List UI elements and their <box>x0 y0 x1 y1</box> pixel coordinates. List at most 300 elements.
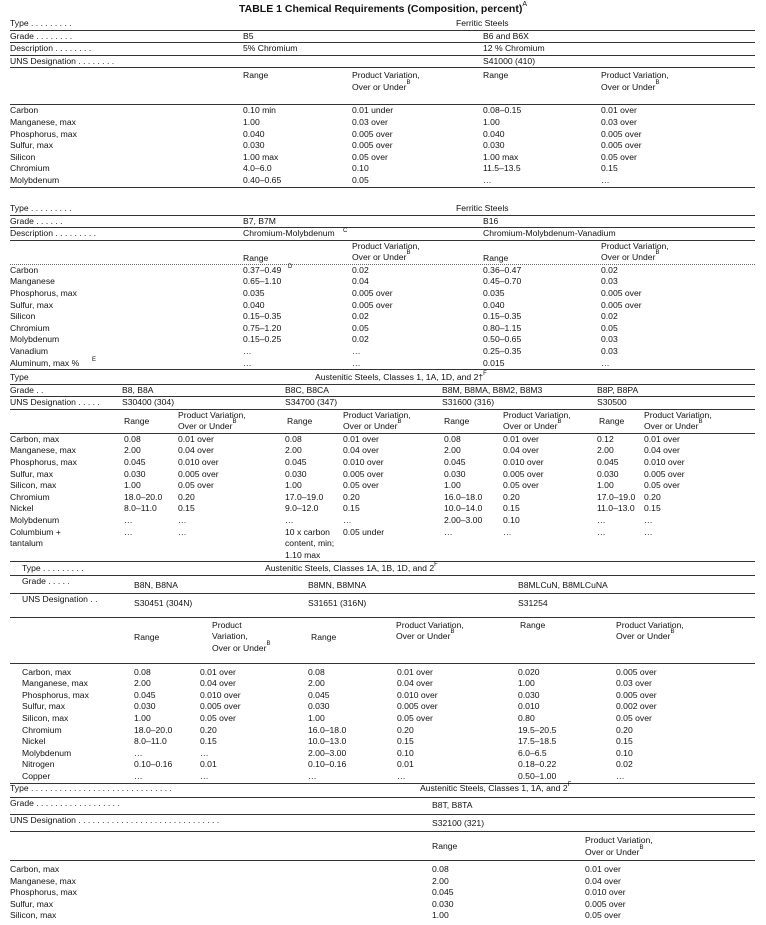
grade-label: Grade . . . . . . . . <box>10 30 73 41</box>
element-row <box>10 323 755 335</box>
uns-value: S30500 <box>597 397 627 408</box>
cell-value: 0.20 <box>343 491 360 502</box>
cell-value: 2.00–3.00 <box>308 747 347 758</box>
cell-value: 11.0–13.0 <box>597 503 635 514</box>
cell-value: 0.05 over <box>397 712 433 723</box>
element-row <box>10 334 755 346</box>
section-austenitic-b8t <box>10 783 755 922</box>
description-row <box>10 43 755 56</box>
grade-value: B8MN, B8MNA <box>308 579 367 590</box>
type-label: Type <box>10 372 29 382</box>
element-name: Chromium <box>10 163 50 174</box>
section-ferritic-b5-b6 <box>10 18 755 188</box>
cell-value: 0.36–0.47 <box>483 264 522 275</box>
cell-value: content, min; <box>285 538 335 549</box>
uns-value: S32100 (321) <box>432 818 485 828</box>
cell-value: 0.01 over <box>585 864 621 874</box>
description-value: Chromium-Molybdenum-Vanadium <box>483 228 616 239</box>
footnote-mark: B <box>406 79 411 86</box>
cell-value: … <box>178 526 187 537</box>
element-row <box>10 480 755 492</box>
product-variation-header <box>601 70 669 93</box>
element-name: Carbon, max <box>10 433 60 444</box>
element-row <box>10 678 755 690</box>
element-name: Chromium <box>10 322 50 333</box>
cell-value: 0.50–0.65 <box>483 334 522 345</box>
cell-value: 0.04 over <box>644 445 680 456</box>
cell-value: … <box>503 526 512 537</box>
cell-value: 0.005 over <box>601 140 642 151</box>
cell-value: 0.05 under <box>343 526 385 537</box>
cell-value: 1.00 <box>243 116 260 127</box>
leader-dots: . . . . . . . . <box>33 30 73 41</box>
product-variation-header <box>644 410 712 433</box>
header-line <box>212 631 270 643</box>
cell-value: 2.00 <box>124 445 141 456</box>
section-austenitic-b8n <box>10 563 755 784</box>
element-row <box>10 713 755 725</box>
header-line <box>585 844 653 859</box>
uns-row <box>10 815 755 832</box>
cell-value: 16.0–18.0 <box>444 491 483 502</box>
cell-value: 1.00 max <box>483 151 519 162</box>
element-row <box>10 445 755 457</box>
cell-value: 10 x carbon <box>285 526 330 537</box>
footnote-mark: B <box>450 629 455 636</box>
element-name: Silicon <box>10 151 36 162</box>
leader-dots: . . . . . . . . . . . . . . . . . . <box>33 798 120 808</box>
cell-value: 1.10 max <box>285 549 321 560</box>
cell-value: … <box>124 526 133 537</box>
element-name: Sulfur, max <box>10 140 53 151</box>
cell-value: 0.030 <box>444 468 466 479</box>
grade-value: B8C, B8CA <box>285 384 329 395</box>
cell-value: 0.01 over <box>178 433 214 444</box>
uns-value: S34700 (347) <box>285 397 338 408</box>
cell-value: … <box>397 770 406 781</box>
element-name: Silicon, max <box>22 712 69 723</box>
leader-dots: . . <box>87 593 98 604</box>
element-row <box>10 105 755 117</box>
cell-value: 0.005 over <box>601 287 642 298</box>
cell-value: 0.005 over <box>601 299 642 310</box>
grade-value: B8N, B8NA <box>134 579 178 590</box>
header-line <box>343 421 411 433</box>
element-row <box>10 152 755 164</box>
cell-value: 0.03 <box>601 276 618 287</box>
cell-value: 6.0–6.5 <box>518 747 547 758</box>
column-header-row <box>10 832 755 861</box>
element-row <box>10 725 755 737</box>
header-text: Product Variation, <box>616 619 684 630</box>
cell-value: 0.040 <box>483 299 505 310</box>
cell-value: … <box>601 357 610 368</box>
header-text: Over or Under <box>585 846 640 857</box>
cell-value: 0.80 <box>518 712 535 723</box>
cell-value: … <box>285 514 294 525</box>
grade-label: Grade . . . . . . <box>10 215 63 226</box>
header-text: Over or Under <box>396 631 451 642</box>
element-name: Copper <box>22 770 51 781</box>
cell-value: 0.005 over <box>601 128 642 139</box>
cell-value: 2.00 <box>285 445 302 456</box>
cell-value: 0.08 <box>444 433 461 444</box>
cell-value: 0.01 over <box>343 433 379 444</box>
cell-value: 0.10 <box>616 747 633 758</box>
cell-value: … <box>200 747 209 758</box>
cell-value: 0.010 over <box>585 887 626 898</box>
element-name: Phosphorus, max <box>10 128 77 139</box>
element-row <box>10 140 755 152</box>
header-text: Product <box>212 619 242 630</box>
type-value: Ferritic Steels <box>456 203 509 213</box>
cell-value: … <box>352 345 361 356</box>
element-name: Nickel <box>22 736 46 747</box>
range-header: Range <box>124 415 150 426</box>
leader-dots: . . <box>33 384 44 395</box>
cell-value: 0.04 over <box>343 445 379 456</box>
cell-value: 0.05 over <box>601 151 637 162</box>
element-row <box>10 690 755 702</box>
cell-value: … <box>597 526 606 537</box>
cell-value: 0.045 <box>308 689 330 700</box>
element-name: Molybdenum <box>10 174 60 185</box>
cell-value: 0.05 over <box>343 480 379 491</box>
cell-value: 2.00 <box>134 678 151 689</box>
element-name: Manganese, max <box>10 116 76 127</box>
description-label: Description . . . . . . . . . <box>10 228 96 239</box>
cell-value: 0.05 <box>352 322 369 333</box>
cell-value: 0.030 <box>308 701 330 712</box>
cell-value: … <box>597 514 606 525</box>
leader-dots: . . . . . . . . . <box>28 203 72 213</box>
header-line <box>616 631 684 643</box>
cell-value: 0.15–0.35 <box>483 311 522 322</box>
element-row <box>10 887 755 899</box>
element-name: Carbon, max <box>10 864 60 874</box>
element-name: Sulfur, max <box>22 701 65 712</box>
element-name: Molybdenum <box>10 334 60 345</box>
leader-dots: . . . . . . . . . <box>28 18 72 28</box>
element-name: Sulfur, max <box>10 468 53 479</box>
type-row <box>10 18 755 31</box>
cell-value: 0.18–0.22 <box>518 759 557 770</box>
uns-label: UNS Designation . . . . . <box>10 397 100 408</box>
cell-value: 8.0–11.0 <box>134 736 167 747</box>
element-row <box>10 667 755 679</box>
element-name: Sulfur, max <box>10 299 53 310</box>
cell-value: 0.05 over <box>503 480 539 491</box>
cell-value: 0.08 <box>134 666 151 677</box>
cell-value: 0.010 <box>518 701 540 712</box>
range-header: Range <box>520 619 546 630</box>
cell-value: 0.005 over <box>397 701 438 712</box>
cell-value: 0.10–0.16 <box>134 759 173 770</box>
type-value: Austenitic Steels, Classes 1, 1A, and $2^F$ <box>420 782 572 793</box>
range-header: Range <box>134 631 160 642</box>
cell-value: 1.00 <box>134 712 151 723</box>
leader-dots: . . . . . . . . . <box>53 228 96 239</box>
leader-dots: . . . . . . . . . . . . . . . . . . . . . . . . . . . . . . <box>75 815 220 825</box>
element-row <box>10 864 755 876</box>
cell-value: 0.15 <box>397 736 414 747</box>
element-name: Phosphorus, max <box>10 887 77 898</box>
cell-value: 0.045 <box>285 456 307 467</box>
uns-value: S31651 (316N) <box>308 597 367 608</box>
cell-value: 0.045 <box>597 456 619 467</box>
header-text: Over or Under <box>178 421 233 432</box>
element-name: Molybdenum <box>10 514 60 525</box>
type-row <box>10 563 755 576</box>
element-row <box>10 175 755 188</box>
header-text: Product Variation, <box>352 70 420 81</box>
grade-value: B8P, B8PA <box>597 384 639 395</box>
header-text: Over or Under <box>352 252 407 263</box>
cell-value: 0.010 over <box>200 689 241 700</box>
cell-value: 0.05 <box>352 174 369 185</box>
element-row <box>10 910 755 922</box>
cell-value: 0.15 <box>644 503 661 514</box>
element-row <box>10 457 755 469</box>
grade-value: B8MLCuN, B8MLCuNA <box>518 579 608 590</box>
element-name: Silicon, max <box>10 480 57 491</box>
element-name: Chromium <box>10 491 50 502</box>
cell-value: 1.00 <box>444 480 461 491</box>
cell-value: 0.045 <box>432 887 454 898</box>
cell-value: 0.02 <box>616 759 633 770</box>
cell-value: 0.030 <box>134 701 156 712</box>
header-text: Over or Under <box>503 421 558 432</box>
element-row <box>10 129 755 141</box>
cell-value: 2.00 <box>308 678 325 689</box>
grade-label: Grade . . . . . <box>22 575 70 586</box>
cell-value: 0.005 over <box>200 701 241 712</box>
grade-value: B5 <box>243 30 254 41</box>
element-row <box>10 434 755 446</box>
element-row <box>10 469 755 481</box>
cell-value: 0.005 over <box>352 299 393 310</box>
element-row: Carbon 0.37–0.49 0.02 0.36–0.47 0.02 D <box>10 263 618 275</box>
cell-value: 0.10–0.16 <box>308 759 347 770</box>
cell-value: … <box>243 357 252 368</box>
cell-value: … <box>601 174 610 185</box>
grade-row <box>10 385 755 398</box>
element-name: Manganese, max <box>10 875 76 886</box>
cell-value: 0.05 over <box>352 151 388 162</box>
cell-value: 0.035 <box>243 287 265 298</box>
footnote-mark: B <box>670 629 675 636</box>
element-row-continued <box>10 538 755 550</box>
grade-row <box>10 216 755 229</box>
cell-value: 0.030 <box>243 140 265 151</box>
cell-value: 0.08 <box>308 666 325 677</box>
cell-value: 0.15 <box>178 503 195 514</box>
type-label: Type . . . . . . . . . <box>10 203 72 213</box>
cell-value: 1.00 <box>518 678 535 689</box>
cell-value: 0.01 under <box>352 105 394 116</box>
description-label: Description . . . . . . . . <box>10 43 92 54</box>
cell-value: … <box>444 526 453 537</box>
product-variation-header <box>352 70 420 93</box>
type-row <box>10 372 755 385</box>
element-row <box>10 117 755 129</box>
cell-value: 0.02 <box>601 311 618 322</box>
grade-row <box>10 576 755 594</box>
uns-value: S41000 (410) <box>483 55 536 66</box>
cell-value: 2.00 <box>432 875 449 886</box>
element-row <box>10 311 755 323</box>
cell-value: 0.08–0.15 <box>483 105 522 116</box>
cell-value: 0.015 <box>483 357 505 368</box>
leader-dots: . . . . . . . . <box>75 55 115 66</box>
cell-value: 10.0–13.0 <box>308 736 347 747</box>
cell-value: 0.04 over <box>397 678 433 689</box>
cell-value: … <box>243 345 252 356</box>
cell-value: 9.0–12.0 <box>285 503 319 514</box>
cell-value: 0.50–1.00 <box>518 770 557 781</box>
title-footnote: A <box>522 1 528 8</box>
cell-value: 0.04 over <box>178 445 214 456</box>
header-text: Product Variation, <box>503 409 571 420</box>
element-row <box>10 163 755 175</box>
leader-dots: . . . . . . . . . . . . . . . . . . . . . . . . . . . . . . <box>28 783 172 793</box>
cell-value: 0.020 <box>518 666 540 677</box>
description-value: Chromium-Molybdenum <box>243 228 335 239</box>
cell-value: 0.005 over <box>503 468 544 479</box>
header-text: Over or Under <box>343 421 398 432</box>
cell-value: 0.02 <box>352 334 369 345</box>
element-row <box>10 876 755 888</box>
cell-value: 0.02 <box>352 264 369 275</box>
cell-value: 17.5–18.5 <box>518 736 557 747</box>
cell-value: 0.25–0.35 <box>483 345 522 356</box>
cell-value: 2.00–3.00 <box>444 514 483 525</box>
product-variation-header <box>178 410 246 433</box>
header-text: Over or Under <box>601 252 656 263</box>
footnote-mark: B <box>406 250 411 257</box>
range-header: Range <box>287 415 313 426</box>
cell-value: … <box>644 526 653 537</box>
table-title <box>0 1 766 15</box>
cell-value: 0.05 over <box>200 712 236 723</box>
cell-value: 0.20 <box>616 724 633 735</box>
element-name: Carbon <box>10 105 39 116</box>
element-name: Manganese, max <box>22 678 88 689</box>
grade-row <box>10 31 755 44</box>
cell-value: 0.12 <box>597 433 614 444</box>
column-header-row <box>10 410 755 434</box>
element-row <box>10 300 755 312</box>
cell-value: 0.005 over <box>343 468 384 479</box>
cell-value: … <box>308 770 317 781</box>
cell-value: 0.05 over <box>178 480 214 491</box>
cell-value: 0.005 over <box>616 666 657 677</box>
uns-label: UNS Designation . . <box>22 593 98 604</box>
product-variation-header <box>616 620 684 643</box>
grade-label: Grade . . <box>10 384 44 395</box>
leader-dots: . . . . . . . . <box>53 43 92 54</box>
section-austenitic-b8 <box>10 372 755 562</box>
header-line <box>601 252 669 264</box>
cell-value: 0.030 <box>124 468 146 479</box>
cell-value: 0.15–0.35 <box>243 311 282 322</box>
cell-value: 0.15 <box>200 736 217 747</box>
section-ferritic-b7-b16 <box>10 203 755 370</box>
cell-value: 0.03 <box>601 345 618 356</box>
header-line <box>212 640 271 655</box>
cell-value: 0.010 over <box>397 689 438 700</box>
header-text: Product Variation, <box>396 619 464 630</box>
element-name: Phosphorus, max <box>10 456 77 467</box>
column-header-row <box>10 618 755 664</box>
cell-value: 0.030 <box>432 898 454 909</box>
cell-value: 0.01 over <box>503 433 539 444</box>
uns-row <box>10 397 755 410</box>
footnote-mark: B <box>655 79 660 86</box>
cell-value: 0.15 <box>601 163 618 174</box>
cell-value: 0.03 over <box>601 116 637 127</box>
column-header-row <box>10 68 755 105</box>
element-name: Columbium + <box>10 526 61 537</box>
header-text: Product Variation, <box>601 240 669 251</box>
type-row <box>10 783 755 798</box>
product-variation-header <box>212 620 270 655</box>
cell-value: 10.0–14.0 <box>444 503 483 514</box>
cell-value: 0.005 over <box>178 468 219 479</box>
footnote-mark: B <box>232 419 237 426</box>
description-row: Description . . . . . . . . . Chromium-Molybdenum C Chromium-Molybdenum-Vanadium <box>10 228 755 241</box>
cell-value: 0.030 <box>483 140 505 151</box>
header-line <box>601 79 669 94</box>
cell-value: 0.05 over <box>585 910 621 921</box>
element-row <box>10 748 755 760</box>
element-name: Molybdenum <box>22 747 72 758</box>
cell-value: 0.002 over <box>616 701 657 712</box>
cell-value: … <box>178 514 187 525</box>
header-line <box>212 620 270 632</box>
type-label: Type . . . . . . . . . <box>22 563 84 573</box>
product-variation-header <box>585 835 653 858</box>
cell-value: 0.01 over <box>200 666 236 677</box>
cell-value: 0.005 over <box>352 287 393 298</box>
cell-value: 0.40–0.65 <box>243 174 282 185</box>
cell-value: 0.01 <box>200 759 217 770</box>
footnote-mark: F <box>434 562 438 568</box>
cell-value: 0.80–1.15 <box>483 322 522 333</box>
cell-value: 1.00 <box>597 480 614 491</box>
column-header-row <box>10 241 755 265</box>
element-name: Chromium <box>22 724 62 735</box>
description-value: 12 % Chromium <box>483 43 545 54</box>
header-text: Product Variation, <box>178 409 246 420</box>
cell-value: … <box>124 514 133 525</box>
cell-value: 0.10 min <box>243 105 276 116</box>
cell-value: 0.05 <box>601 322 618 333</box>
cell-value: 16.0–18.0 <box>308 724 347 735</box>
cell-value: 1.00 <box>124 480 141 491</box>
cell-value: 0.08 <box>432 864 449 874</box>
cell-value: 0.005 over <box>352 128 393 139</box>
cell-value: 0.045 <box>444 456 466 467</box>
cell-value: 18.0–20.0 <box>124 491 163 502</box>
header-text: Product Variation, <box>644 409 712 420</box>
range-header: Range <box>243 252 269 263</box>
range-header: Range <box>311 631 337 642</box>
product-variation-header <box>503 410 571 433</box>
type-value: Austenitic Steels, Classes 1A, 1B, 1D, and $2^F$ <box>265 562 438 573</box>
element-name: tantalum <box>10 538 43 549</box>
cell-value: 0.10 <box>397 747 414 758</box>
